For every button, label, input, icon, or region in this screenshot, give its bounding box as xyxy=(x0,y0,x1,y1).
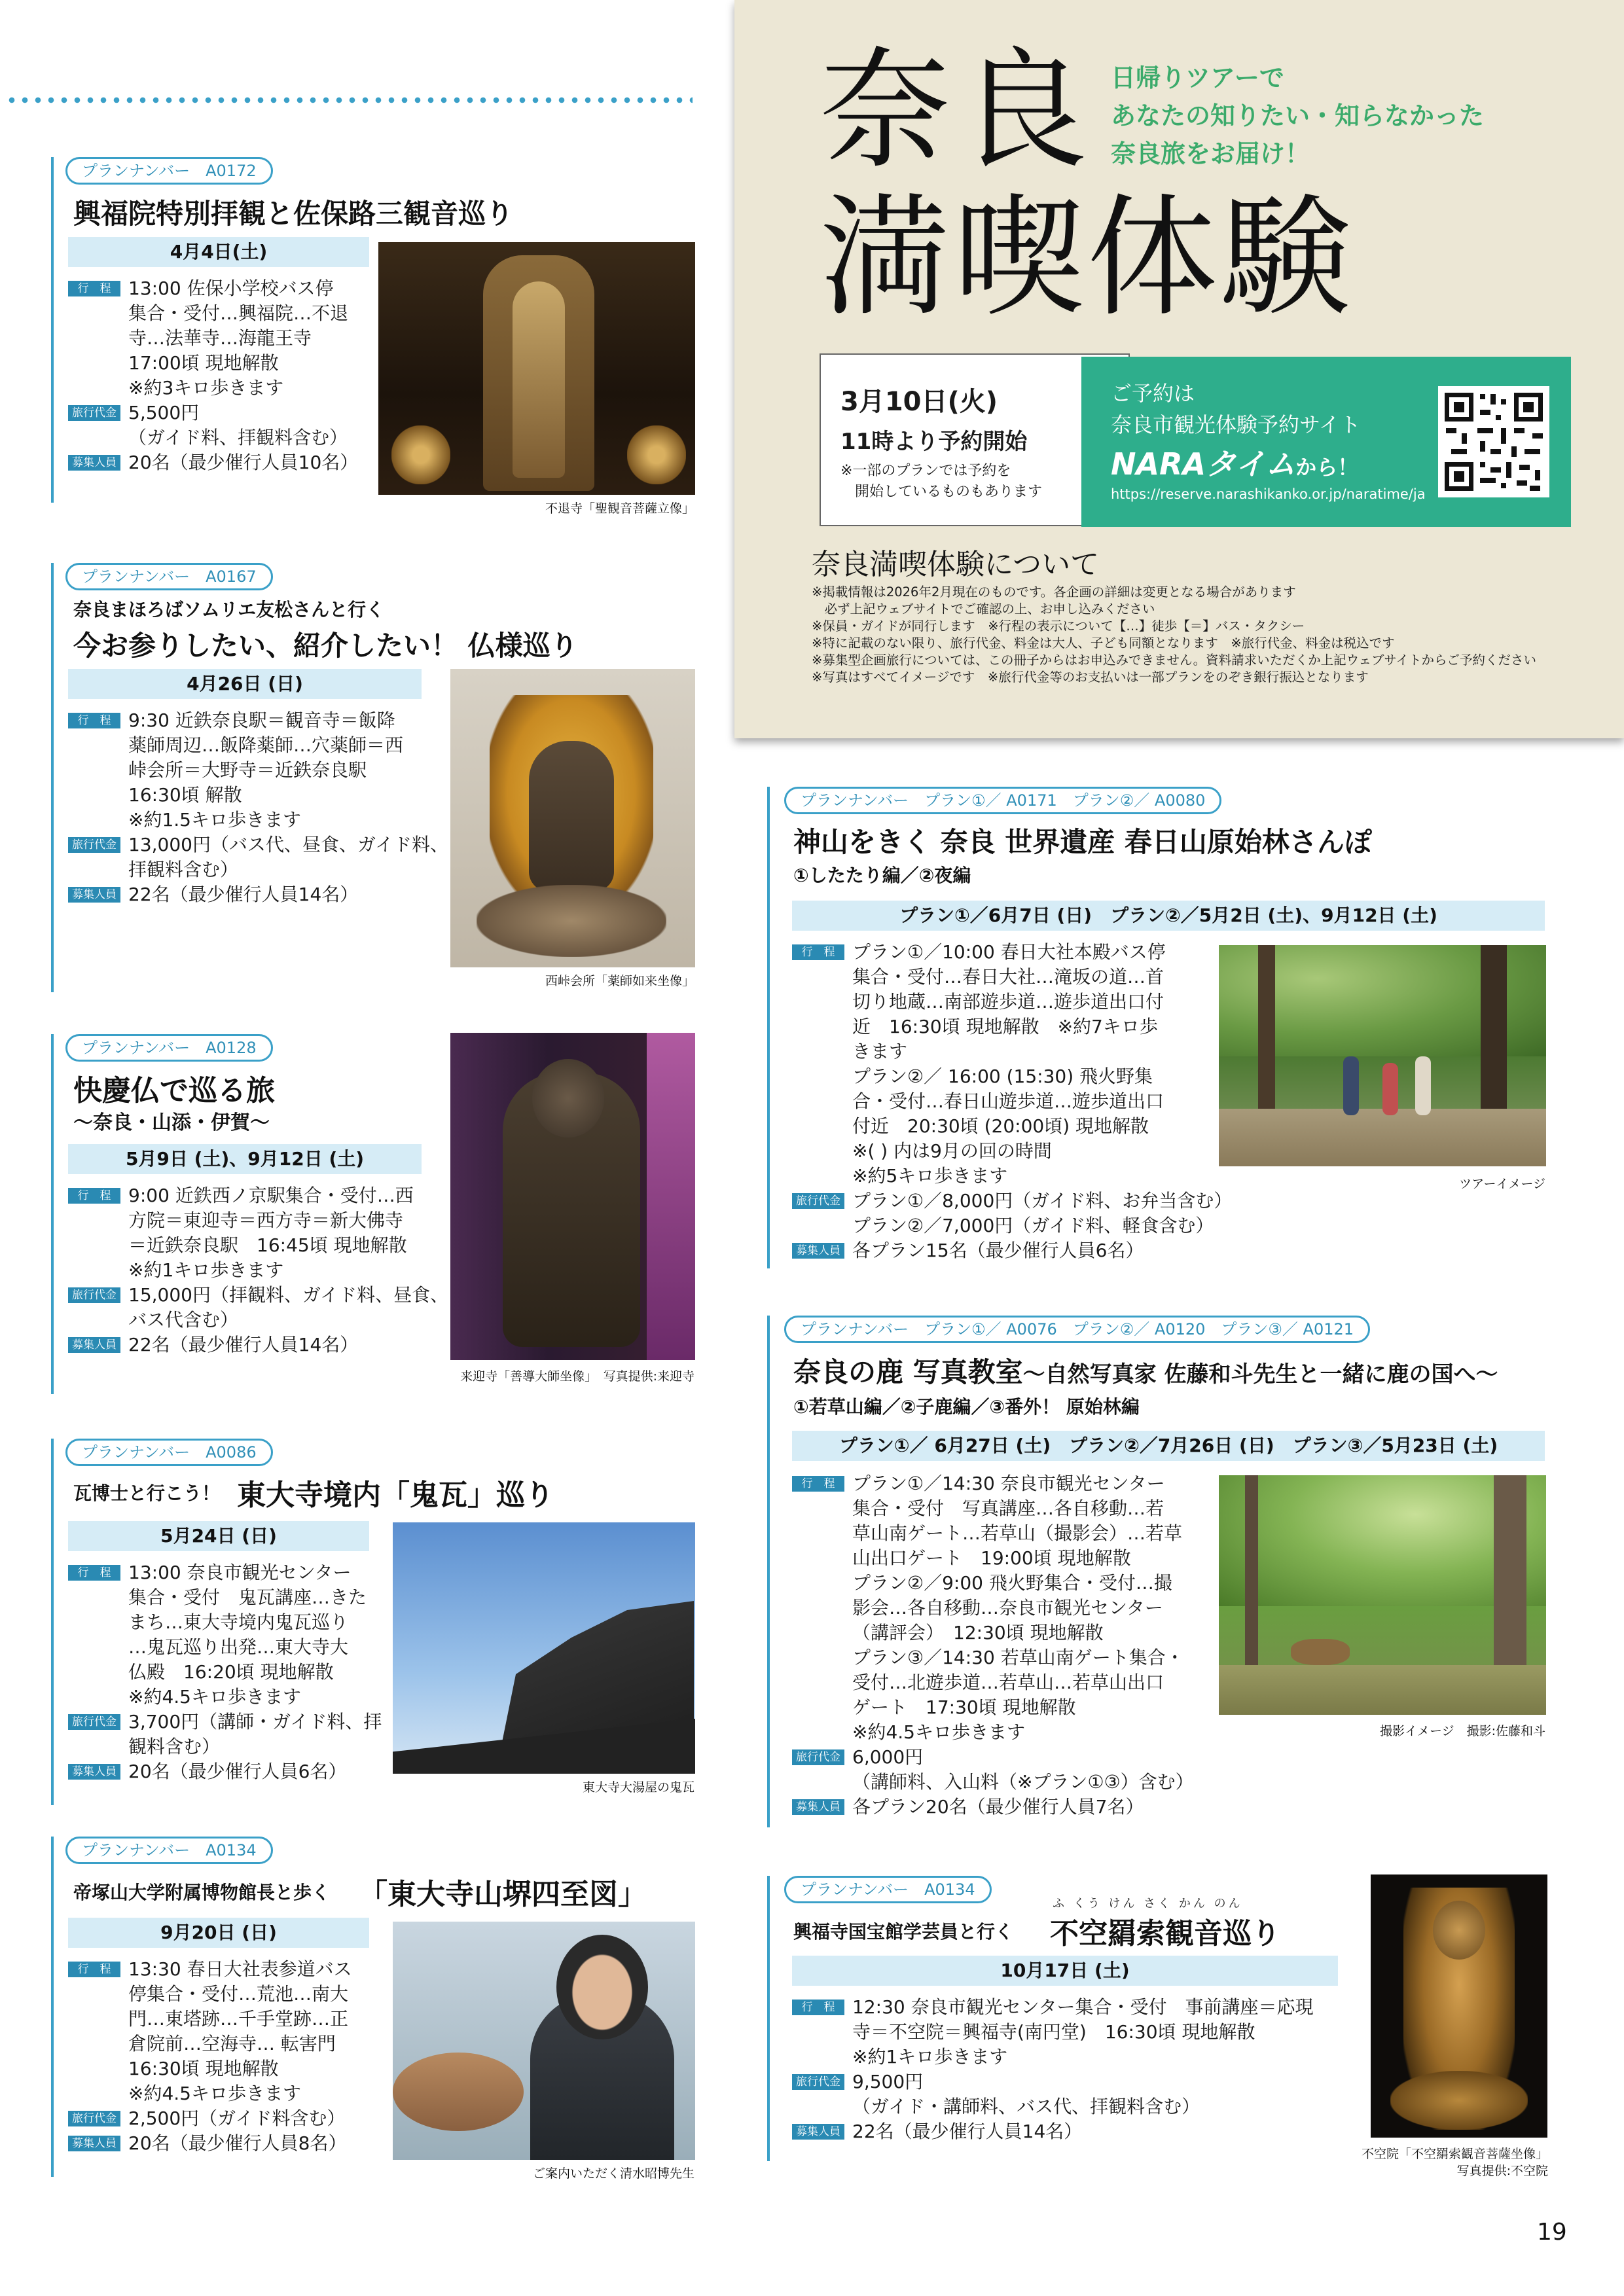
price-line: 2,500円（ガイド料含む） xyxy=(128,2108,346,2129)
price-line: 15,000円（拝観料、ガイド料、昼食、 xyxy=(128,1284,449,1306)
tour-date: 9月20日 (日) xyxy=(68,1918,369,1948)
photo-caption: 西峠会所「薬師如来坐像」 xyxy=(545,974,695,988)
price-line: 拝観料含む） xyxy=(128,859,239,880)
price-label: 旅行代金 xyxy=(792,2074,844,2090)
reservation-note-line: ※一部のプランでは予約を xyxy=(840,463,1011,479)
photo-caption: 不退寺「聖観音菩薩立像」 xyxy=(545,501,695,516)
tour-divider xyxy=(767,1316,770,1827)
tour-title: 神山をきく 奈良 世界遺産 春日山原始林さんぽ xyxy=(793,826,1372,858)
tour-title: 快慶仏で巡る旅 xyxy=(73,1074,275,1107)
price-label: 旅行代金 xyxy=(68,1714,120,1730)
capacity-label: 募集人員 xyxy=(68,455,120,471)
schedule-line: きます xyxy=(852,1041,908,1062)
about-note: ※募集型企画旅行については、この冊子からはお申込みできません。資料請求いただくか上記ウェブサイトからご予約ください xyxy=(812,653,1536,668)
schedule-line: 付近 20:30頃 (20:00頃) 現地解散 xyxy=(852,1115,1149,1137)
plan-number-badge: プランナンバー A0172 xyxy=(65,157,273,185)
booking-site-line xyxy=(1111,440,1358,484)
capacity-line: 20名（最少催行人員10名） xyxy=(128,452,359,473)
tour-pretitle: 興福寺国宝館学芸員と行く xyxy=(793,1921,1014,1943)
reservation-note xyxy=(840,461,1042,503)
price-line: 5,500円 xyxy=(128,402,200,423)
capacity-label: 募集人員 xyxy=(792,2124,844,2140)
photo-caption-line: 不空院「不空羂索観音菩薩坐像」 xyxy=(1361,2147,1548,2161)
schedule-line: ※約1キロ歩きます xyxy=(852,2046,1008,2068)
price-line: （ガイド料、拝観料含む） xyxy=(128,427,348,448)
about-note: 必ず上記ウェブサイトでご確認の上、お申し込みください xyxy=(812,601,1155,617)
schedule-line: 切り地蔵…南部遊歩道…遊歩道出口付 xyxy=(852,991,1164,1013)
schedule-line: 門…東塔跡…千手堂跡…正 xyxy=(128,2008,349,2030)
schedule-line: プラン①／10:00 春日大社本殿バス停 xyxy=(852,941,1166,963)
capacity-row xyxy=(792,1795,1224,1820)
capacity-row xyxy=(792,2119,1342,2144)
price-label: 旅行代金 xyxy=(68,2111,120,2126)
photo-caption: ご案内いただく清水昭博先生 xyxy=(532,2166,695,2181)
plan-number-badge: プランナンバー A0134 xyxy=(784,1876,992,1903)
schedule-line: 峠会所＝大野寺＝近鉄奈良駅 xyxy=(128,759,367,781)
booking-text xyxy=(1111,378,1361,440)
schedule-line: ※約3キロ歩きます xyxy=(128,377,284,399)
schedule-line: 停集合・受付…荒池…南大 xyxy=(128,1983,349,2005)
booking-line: 奈良市観光体験予約サイト xyxy=(1111,412,1361,437)
tour-title: 興福院特別拝観と佐保路三観音巡り xyxy=(73,198,514,230)
tour-pretitle: 奈良まほろばソムリエ友松さんと行く xyxy=(73,599,385,620)
schedule-line: 13:30 春日大社表参道バス xyxy=(128,1958,352,1980)
capacity-label: 募集人員 xyxy=(68,2136,120,2151)
tour-subtitle: ①したたり編／②夜編 xyxy=(793,865,971,886)
tour-title-tail: ～自然写真家 佐藤和斗先生と一緒に鹿の国へ～ xyxy=(1022,1361,1498,1388)
schedule-label: 行 程 xyxy=(68,713,120,728)
schedule-line: 集合・受付…春日大社…滝坂の道…首 xyxy=(852,966,1164,988)
schedule-row xyxy=(68,708,435,833)
tour-details xyxy=(792,940,1233,1263)
capacity-label: 募集人員 xyxy=(68,1764,120,1780)
tour-date: プラン①／6月7日 (日) プラン②／5月2日 (土)、9月12日 (土) xyxy=(792,901,1545,931)
price-label: 旅行代金 xyxy=(68,1287,120,1303)
capacity-line: 20名（最少催行人員8名） xyxy=(128,2132,347,2154)
plan-number-badge: プランナンバー A0086 xyxy=(65,1439,273,1466)
price-line: （ガイド・講師料、バス代、拝観料含む） xyxy=(852,2096,1200,2117)
capacity-label: 募集人員 xyxy=(792,1799,844,1815)
capacity-row xyxy=(68,1333,435,1357)
price-label: 旅行代金 xyxy=(792,1193,844,1209)
schedule-line: まち…東大寺境内鬼瓦巡り xyxy=(128,1611,349,1633)
tour-title-main: 奈良の鹿 写真教室 xyxy=(793,1356,1023,1388)
schedule-line: （講評会） 12:30頃 現地解散 xyxy=(852,1622,1104,1643)
photo-caption: 撮影イメージ 撮影:佐藤和斗 xyxy=(1380,1724,1545,1738)
plan-number-badge: プランナンバー A0134 xyxy=(65,1837,273,1864)
tour-title-ruby: ふ くう けん さく かん のん xyxy=(1053,1897,1243,1910)
schedule-row xyxy=(68,1560,382,1710)
schedule-line: 寺＝不空院＝興福寺(南円堂) 16:30頃 現地解散 xyxy=(852,2021,1255,2043)
tour-photo xyxy=(450,669,695,967)
price-line: （講師料、入山料（※プラン①③）含む） xyxy=(852,1771,1194,1793)
photo-caption xyxy=(1362,2145,1548,2179)
about-notes xyxy=(812,584,1536,686)
tour-divider xyxy=(51,1837,54,2177)
photo-caption: ツアーイメージ xyxy=(1459,1177,1545,1191)
tour-date: 4月4日(土) xyxy=(68,237,369,267)
tour-divider xyxy=(767,1876,770,2161)
capacity-line: 各プラン20名（最少催行人員7名） xyxy=(852,1796,1144,1818)
schedule-line: 集合・受付…興福院…不退 xyxy=(128,302,349,324)
plan-number-badge: プランナンバー A0167 xyxy=(65,563,273,590)
title-line-2: 満喫体験 xyxy=(820,182,1354,334)
price-row xyxy=(68,401,382,450)
schedule-row xyxy=(68,1957,382,2106)
schedule-line: 仏殿 16:20頃 現地解散 xyxy=(128,1661,334,1683)
header-panel xyxy=(734,0,1624,738)
schedule-line: 影会…各自移動…奈良市観光センター xyxy=(852,1597,1163,1619)
price-label: 旅行代金 xyxy=(68,405,120,421)
schedule-label: 行 程 xyxy=(792,2000,844,2015)
capacity-line: 22名（最少催行人員14名） xyxy=(128,884,359,905)
price-line: バス代含む） xyxy=(128,1309,239,1331)
plan-number-badge: プランナンバー A0128 xyxy=(65,1034,273,1062)
tour-date: 10月17日 (土) xyxy=(792,1956,1338,1986)
schedule-line: 12:30 奈良市観光センター集合・受付 事前講座＝応現 xyxy=(852,1996,1314,2018)
schedule-line: プラン①／14:30 奈良市観光センター xyxy=(852,1473,1165,1494)
tour-pretitle: 帝塚山大学附属博物館長と歩く xyxy=(73,1882,331,1903)
tour-pretitle: 瓦博士と行こう！ xyxy=(73,1482,221,1504)
capacity-line: 22名（最少催行人員14名） xyxy=(128,1334,359,1355)
booking-url[interactable]: https://reserve.narashikanko.or.jp/naratime/ja xyxy=(1111,486,1426,502)
qr-code-icon[interactable] xyxy=(1438,386,1549,497)
tour-photo xyxy=(393,1522,695,1774)
plan-number-badge: プランナンバー プラン①／ A0171 プラン②／ A0080 xyxy=(784,787,1221,814)
schedule-line: 9:00 近鉄西ノ京駅集合・受付…西 xyxy=(128,1185,414,1206)
tour-details xyxy=(68,1957,382,2156)
price-row xyxy=(68,2106,382,2131)
schedule-line: ※約4.5キロ歩きます xyxy=(852,1721,1025,1743)
schedule-line: 方院＝東迎寺＝西方寺＝新大佛寺 xyxy=(128,1210,404,1231)
page-number: 19 xyxy=(1537,2219,1567,2246)
schedule-line: 草山南ゲート…若草山（撮影会）…若草 xyxy=(852,1522,1183,1544)
capacity-line: 22名（最少催行人員14名） xyxy=(852,2121,1083,2142)
about-note: ※保員・ガイドが同行します ※行程の表示について【…】徒歩【＝】バス・タクシー xyxy=(812,619,1305,634)
schedule-row xyxy=(68,276,382,401)
schedule-line: 受付…北遊歩道…若草山…若草山出口 xyxy=(852,1672,1164,1693)
reservation-note-line: 開始しているものもあります xyxy=(855,484,1043,500)
schedule-line: 薬師周辺…飯降薬師…穴薬師＝西 xyxy=(128,734,404,756)
schedule-line: 山出口ゲート 19:00頃 現地解散 xyxy=(852,1547,1131,1569)
schedule-label: 行 程 xyxy=(68,281,120,296)
schedule-line: ※( ) 内は9月の回の時間 xyxy=(852,1140,1052,1162)
booking-site-suffix: から！ xyxy=(1295,455,1359,480)
tour-photo xyxy=(378,242,695,495)
capacity-row xyxy=(68,450,382,475)
capacity-row xyxy=(68,1759,382,1784)
schedule-line: プラン②／9:00 飛火野集合・受付…撮 xyxy=(852,1572,1172,1594)
schedule-line: 集合・受付 写真講座…各自移動…若 xyxy=(852,1498,1164,1519)
price-line: 観料含む） xyxy=(128,1736,221,1757)
tour-title xyxy=(793,1351,1498,1390)
tagline xyxy=(1111,59,1484,173)
capacity-line: 各プラン15名（最少催行人員6名） xyxy=(852,1240,1144,1261)
schedule-line: ※約5キロ歩きます xyxy=(852,1165,1008,1187)
price-line: 13,000円（バス代、昼食、ガイド料、 xyxy=(128,834,449,855)
tour-photo xyxy=(393,1922,695,2160)
tour-subtitle: ①若草山編／②子鹿編／③番外！ 原始林編 xyxy=(793,1396,1140,1418)
schedule-row xyxy=(68,1183,435,1283)
tour-details xyxy=(68,1560,382,1784)
tagline-line: 奈良旅をお届け！ xyxy=(1111,139,1310,168)
schedule-line: ゲート 17:30頃 現地解散 xyxy=(852,1696,1076,1718)
schedule-line: 9:30 近鉄奈良駅＝観音寺＝飯降 xyxy=(128,709,395,731)
about-note: ※特に記載のない限り、旅行代金、料金は大人、子ども同額となります ※旅行代金、料金は税込です xyxy=(812,636,1395,651)
price-line: プラン②／7,000円（ガイド料、軽食含む） xyxy=(852,1215,1214,1236)
tour-date: 5月9日 (土)、9月12日 (土) xyxy=(68,1144,422,1174)
plan-number-badge: プランナンバー プラン①／ A0076 プラン②／ A0120 プラン③／ A0121 xyxy=(784,1316,1370,1343)
capacity-label: 募集人員 xyxy=(792,1243,844,1259)
reservation-date: 3月10日(火) xyxy=(840,387,998,417)
price-row xyxy=(792,1745,1224,1795)
photo-caption-line: 写真提供:不空院 xyxy=(1456,2164,1548,2178)
price-row xyxy=(68,1283,449,1333)
price-label: 旅行代金 xyxy=(792,1749,844,1765)
schedule-line: プラン③／14:30 若草山南ゲート集合・ xyxy=(852,1647,1184,1668)
schedule-line: プラン②／ 16:00 (15:30) 飛火野集 xyxy=(852,1066,1153,1087)
schedule-row xyxy=(792,1471,1224,1745)
tour-title: 東大寺境内「鬼瓦」巡り xyxy=(237,1479,554,1512)
schedule-line: ※約4.5キロ歩きます xyxy=(128,2083,301,2104)
schedule-line: …鬼瓦巡り出発…東大寺大 xyxy=(128,1636,349,1658)
capacity-label: 募集人員 xyxy=(68,887,120,903)
price-line: 6,000円 xyxy=(852,1746,924,1768)
schedule-row xyxy=(792,940,1224,1189)
schedule-line: 13:00 佐保小学校バス停 xyxy=(128,278,334,299)
capacity-label: 募集人員 xyxy=(68,1337,120,1353)
schedule-label: 行 程 xyxy=(792,1476,844,1492)
tour-title: 今お参りしたい、紹介したい！ 仏様巡り xyxy=(73,630,578,662)
schedule-line: 近 16:30頃 現地解散 ※約7キロ歩 xyxy=(852,1016,1158,1037)
about-title: 奈良満喫体験について xyxy=(812,548,1100,581)
schedule-line: 13:00 奈良市観光センター xyxy=(128,1562,352,1583)
tour-subtitle: ～奈良・山添・伊賀～ xyxy=(73,1111,270,1134)
tour-date: 5月24日 (日) xyxy=(68,1521,369,1551)
tour-divider xyxy=(51,563,54,992)
price-label: 旅行代金 xyxy=(68,837,120,853)
price-line: プラン①／8,000円（ガイド料、お弁当含む） xyxy=(852,1190,1233,1211)
capacity-row xyxy=(792,1238,1224,1263)
tour-details xyxy=(68,708,449,907)
tour-photo xyxy=(450,1033,695,1360)
title-line-1: 奈良 xyxy=(820,35,1095,187)
photo-caption: 来迎寺「善導大師坐像」 写真提供:来迎寺 xyxy=(460,1369,695,1384)
tour-divider xyxy=(767,787,770,1268)
schedule-line: ※約1.5キロ歩きます xyxy=(128,809,301,831)
tour-details xyxy=(68,276,382,475)
capacity-row xyxy=(68,2131,382,2156)
schedule-label: 行 程 xyxy=(792,944,844,960)
tour-details xyxy=(792,1471,1224,1820)
schedule-line: ※約1キロ歩きます xyxy=(128,1259,284,1281)
tour-photo xyxy=(1219,945,1546,1166)
schedule-line: ＝近鉄奈良駅 16:45頃 現地解散 xyxy=(128,1234,407,1256)
tour-photo xyxy=(1219,1475,1546,1715)
price-line: 9,500円 xyxy=(852,2071,924,2092)
capacity-line: 20名（最少催行人員6名） xyxy=(128,1761,347,1782)
schedule-line: 合・受付…春日山遊歩道…遊歩道出口 xyxy=(852,1090,1164,1112)
schedule-line: 倉院前…空海寺… 転害門 xyxy=(128,2033,336,2054)
reservation-time: 11時より予約開始 xyxy=(840,429,1028,455)
tour-title: 不空羂索観音巡り xyxy=(1050,1917,1280,1950)
price-row xyxy=(68,833,449,882)
schedule-label: 行 程 xyxy=(68,1188,120,1204)
price-row xyxy=(792,2070,1342,2119)
dotted-divider xyxy=(5,97,693,103)
schedule-line: ※約4.5キロ歩きます xyxy=(128,1686,301,1708)
about-note: ※掲載情報は2026年2月現在のものです。各企画の詳細は変更となる場合があります xyxy=(812,584,1296,600)
tour-date: 4月26日 (日) xyxy=(68,669,422,699)
schedule-line: 16:30頃 現地解散 xyxy=(128,2058,279,2079)
schedule-line: 寺…法華寺…海龍王寺 xyxy=(128,327,312,349)
booking-site-name: NARAタイム xyxy=(1111,446,1296,482)
photo-caption: 東大寺大湯屋の鬼瓦 xyxy=(582,1780,695,1795)
tour-divider xyxy=(51,1439,54,1805)
tagline-line: あなたの知りたい・知らなかった xyxy=(1111,101,1485,130)
price-row xyxy=(792,1189,1233,1238)
booking-line: ご予約は xyxy=(1111,381,1195,406)
tagline-line: 日帰りツアーで xyxy=(1111,63,1284,92)
capacity-row xyxy=(68,882,435,907)
schedule-line: 16:30頃 解散 xyxy=(128,784,242,806)
tour-title: 「東大寺山堺四至図」 xyxy=(359,1878,647,1911)
schedule-line: 17:00頃 現地解散 xyxy=(128,352,279,374)
schedule-line: 集合・受付 鬼瓦講座…きた xyxy=(128,1587,367,1608)
tour-date: プラン①／ 6月27日 (土) プラン②／7月26日 (日) プラン③／5月23日 (土) xyxy=(792,1431,1545,1461)
tour-divider xyxy=(51,157,54,503)
tour-photo xyxy=(1371,1874,1547,2138)
schedule-row xyxy=(792,1995,1342,2070)
schedule-label: 行 程 xyxy=(68,1565,120,1581)
tour-details xyxy=(792,1995,1342,2144)
price-line: 3,700円（講師・ガイド料、拝 xyxy=(128,1711,382,1732)
about-note: ※写真はすべてイメージです ※旅行代金等のお支払いは一部プランをのぞき銀行振込となります xyxy=(812,670,1369,685)
price-row xyxy=(68,1710,382,1759)
schedule-label: 行 程 xyxy=(68,1962,120,1977)
booking-box xyxy=(1081,357,1571,527)
tour-divider xyxy=(51,1034,54,1394)
tour-details xyxy=(68,1183,449,1357)
